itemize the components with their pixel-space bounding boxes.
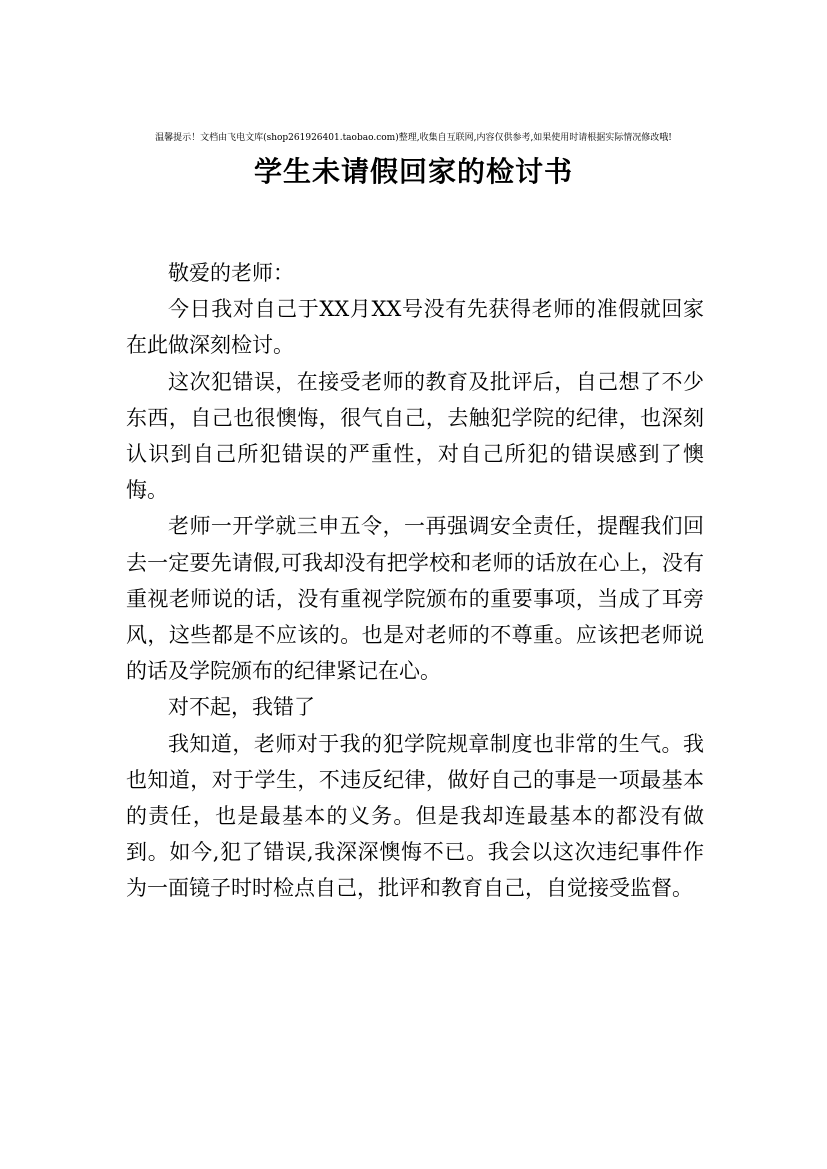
document-title: 学生未请假回家的检讨书 [253, 155, 573, 188]
salutation: 敬爱的老师： [168, 261, 294, 285]
paragraph: 对不起，我错了 [168, 695, 315, 720]
paragraph: 我知道，老师对于我的犯学院规章制度也非常的生气。我也知道，对于学生，不违反纪律，做好自己的事是一项最基本的责任，也是最基本的义务。但是我却连最基本的都没有做到。如今,犯了错误,我深深懊悔不已。我会以这次违纪事件作为一面镜子时时检点自己，批评和教育自己，自觉接受监督。 [126, 731, 704, 901]
header-notice: 温馨提示！文档由飞电文库(shop261926401.taobao.com)整理,收集自互联网,内容仅供参考,如果使用时请根据实际情况修改哦! [155, 133, 672, 143]
paragraph: 今日我对自己于XX月XX号没有先获得老师的准假就回家在此做深刻检讨。 [126, 297, 704, 358]
paragraph: 老师一开学就三申五令，一再强调安全责任，提醒我们回去一定要先请假,可我却没有把学校和老师的话放在心上，没有重视老师说的话，没有重视学院颁布的重要事项，当成了耳旁风，这些都是不应该的。也是对老师的不尊重。应该把老师说的话及学院颁布的纪律紧记在心。 [126, 514, 704, 684]
document-body [126, 255, 704, 907]
paragraph: 这次犯错误，在接受老师的教育及批评后，自己想了不少东西，自己也很懊悔，很气自己，去触犯学院的纪律，也深刻认识到自己所犯错误的严重性，对自己所犯的错误感到了懊悔。 [126, 369, 704, 503]
